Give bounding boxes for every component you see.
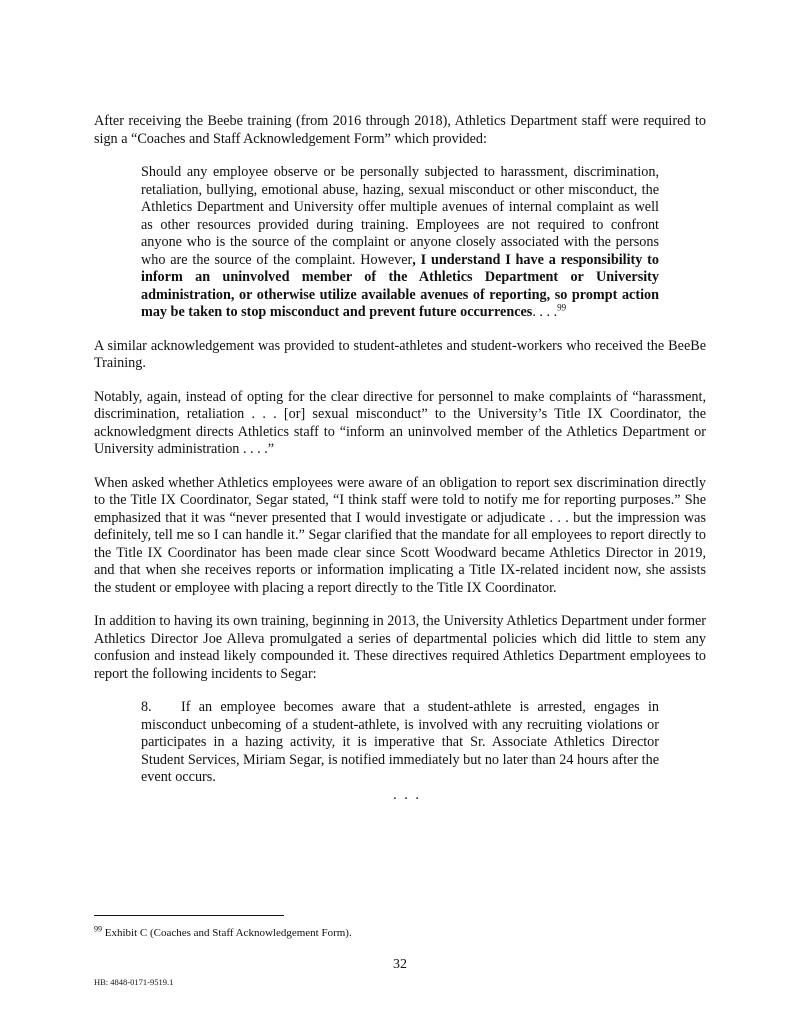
block-quote-acknowledgement-form	[141, 164, 659, 322]
page-number: 32	[393, 957, 407, 972]
footnote-divider	[94, 915, 284, 916]
quote-plain-text: Should any employee observe or be personally subjected to harassment, discrimination, retaliation, bullying, emotional abuse, hazing, sexual misconduct or other misconduct, the Athletics Department and University offer multiple avenues of internal complaint as well as other resources provided during training. Employees are not required to confront anyone who is the source of the complaint or anyone closely associated with the persons who are the source of the complaint. However	[141, 164, 659, 268]
document-id: HB: 4848-0171-9519.1	[94, 977, 174, 987]
paragraph-similar-acknowledgement: A similar acknowledgement was provided to student-athletes and student-workers who received the BeeBe Training.	[94, 337, 706, 371]
paragraph-beebe-training: After receiving the Beebe training (from 2016 through 2018), Athletics Department staff were required to sign a “Coaches and Staff Acknowledgement Form” which provided:	[94, 113, 706, 147]
footnote-99	[94, 926, 352, 940]
policy-number: 8.	[141, 699, 152, 715]
quote-ellipsis: . . . .	[532, 304, 558, 320]
footnote-text: Exhibit C (Coaches and Staff Acknowledgement Form).	[102, 927, 352, 939]
quote-continuation-ellipsis: . . .	[393, 786, 421, 803]
quote-bold-text: , I understand I have a responsibility to inform an uninvolved member of the Athletics Department or University administration, or otherwise utilize available avenues of reporting, so prompt action may be taken to stop misconduct and prevent future occurrences	[141, 251, 660, 320]
footnote-number: 99	[94, 924, 102, 934]
paragraph-segar-statement: When asked whether Athletics employees were aware of an obligation to report sex discrimination directly to the Title IX Coordinator, Segar stated, “I think staff were told to notify me for reporting purposes.” She emphasized that it was “never presented that I would investigate or adjudicate . . . but the impression was definitely, tell me so I can handle it.” Segar clarified that the mandate for all employees to report directly to the Title IX Coordinator has been made clear since Scott Woodward became Athletics Director in 2019, and that when she receives reports or information implicating a Title IX-related incident now, she assists the student or employee with placing a report directly to the Title IX Coordinator.	[94, 474, 706, 596]
policy-text: If an employee becomes aware that a student-athlete is arrested, engages in misconduct unbecoming of a student-athlete, is involved with any recruiting violations or participates in a hazing activity, it is imperative that Sr. Associate Athletics Director Student Services, Miriam Segar, is notified immediately but no later than 24 hours after the event occurs.	[141, 699, 659, 785]
block-quote-policy-8	[141, 699, 659, 787]
paragraph-notably: Notably, again, instead of opting for the clear directive for personnel to make complaints of “harassment, discrimination, retaliation . . . [or] sexual misconduct” to the University’s Title IX Coordinator, the acknowledgment directs Athletics staff to “inform an uninvolved member of the Athletics Department or University administration . . . .”	[94, 388, 706, 457]
footnote-reference: 99	[557, 302, 567, 313]
paragraph-departmental-policies: In addition to having its own training, beginning in 2013, the University Athletics Department under former Athletics Director Joe Alleva promulgated a series of departmental policies which did little to stem any confusion and instead likely compounded it. These directives required Athletics Department employees to report the following incidents to Segar:	[94, 613, 706, 682]
